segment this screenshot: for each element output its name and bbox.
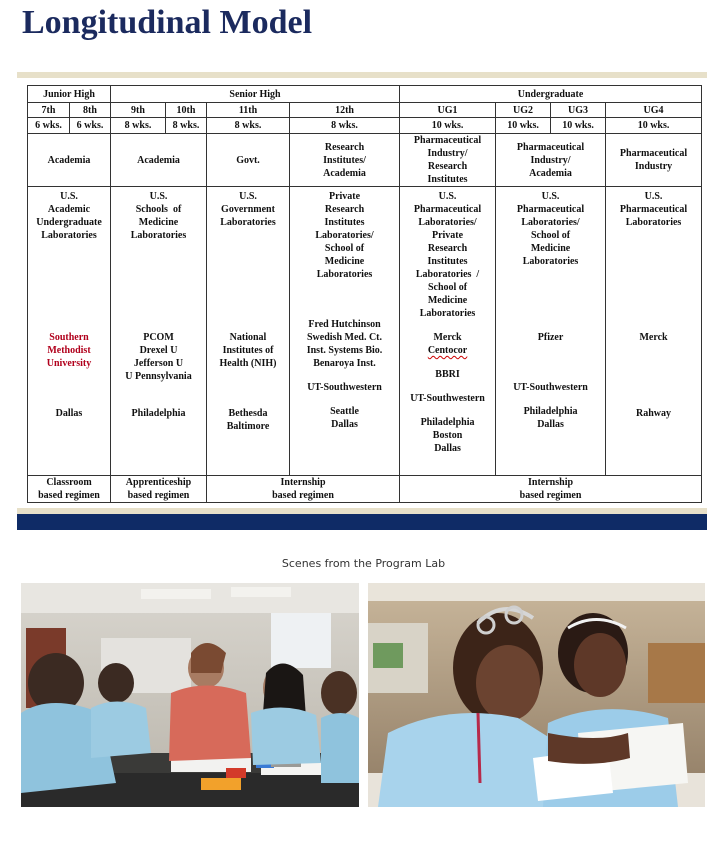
text-line: Dallas: [331, 419, 358, 430]
text-line: Institutes/: [323, 154, 366, 166]
text-line: U.S.: [60, 191, 78, 202]
grade-cell: UG2: [496, 103, 551, 118]
sector-row: [28, 134, 702, 187]
text-line: University: [46, 358, 92, 369]
text-line: U Pennsylvania: [125, 371, 192, 382]
text-line: Rahway: [636, 408, 672, 419]
text-line: Drexel U: [139, 345, 178, 356]
grade-cell: UG1: [400, 103, 496, 118]
details-cell-9-10: [111, 187, 207, 476]
text-block: [113, 407, 204, 420]
duration-cell: 6 wks.: [28, 118, 70, 134]
text-line: based regimen: [127, 490, 190, 501]
text-block: [209, 407, 287, 433]
text-line: Laboratories/: [315, 230, 374, 241]
text-line: Pharmaceutical: [516, 141, 585, 153]
text-line: Pharmaceutical: [619, 204, 688, 215]
text-line: Pharmaceutical: [413, 135, 482, 146]
text-line: Institutes: [324, 217, 365, 228]
text-line: Swedish Med. Ct.: [307, 332, 383, 343]
group-undergraduate: Undergraduate: [400, 86, 702, 103]
grade-cell: 9th: [111, 103, 166, 118]
text-line: Private: [431, 230, 464, 241]
sector-cell: [28, 134, 111, 187]
text-line: Laboratories: [522, 256, 579, 267]
details-cell-12: [290, 187, 400, 476]
text-line: Baltimore: [226, 421, 270, 432]
text-line: Internship: [528, 477, 574, 488]
text-block: [209, 190, 287, 229]
text-block: [402, 134, 493, 186]
text-block: [498, 405, 603, 431]
text-line: Southern: [49, 332, 89, 343]
grade-row: [28, 103, 702, 118]
grade-cell: UG3: [551, 103, 606, 118]
text-line: Institutes: [427, 256, 468, 267]
text-line: UT-Southwestern: [513, 382, 588, 393]
regimen-row: [28, 476, 702, 503]
text-line: Government: [221, 204, 275, 215]
text-line: U.S.: [239, 191, 257, 202]
text-block: [292, 318, 397, 370]
text-line: Internship: [280, 477, 326, 488]
text-line: National: [229, 332, 267, 343]
text-line: Laboratories/: [418, 217, 477, 228]
text-line: Merck Centocor: [427, 332, 468, 356]
text-line: based regimen: [272, 490, 334, 501]
text-line: based regimen: [38, 490, 100, 501]
text-line: Laboratories /: [415, 269, 480, 280]
text-line: UT-Southwestern: [307, 382, 382, 393]
text-line: Philadelphia: [420, 417, 475, 428]
regimen-cell: [207, 476, 400, 503]
text-line: Medicine: [138, 217, 179, 228]
text-block: [209, 331, 287, 370]
group-header-row: [28, 86, 702, 103]
lab-photo-students-image: [368, 583, 705, 807]
group-senior-high: Senior High: [111, 86, 400, 103]
grade-cell: 11th: [207, 103, 290, 118]
duration-cell: 8 wks.: [111, 118, 166, 134]
text-line: Pharmaceutical: [516, 204, 585, 215]
text-line: Health (NIH): [219, 358, 277, 369]
text-line: Medicine: [427, 295, 468, 306]
text-line: U.S.: [438, 191, 457, 202]
text-block: [113, 331, 204, 383]
duration-cell: 10 wks.: [606, 118, 702, 134]
details-cell-junior-high: [28, 187, 111, 476]
longitudinal-model-table: [27, 85, 702, 503]
sector-cell: [111, 134, 207, 187]
sector-cell: [496, 134, 606, 187]
regimen-cell: [111, 476, 207, 503]
duration-cell: 10 wks.: [496, 118, 551, 134]
sector-cell: [606, 134, 702, 187]
duration-cell: 10 wks.: [551, 118, 606, 134]
grade-cell: 7th: [28, 103, 70, 118]
text-block: [292, 405, 397, 431]
text-line: School of: [530, 230, 571, 241]
photos-caption: Scenes from the Program Lab: [281, 557, 446, 570]
text-block: [30, 407, 108, 420]
text-line: Undergraduate: [36, 217, 102, 228]
text-block: [402, 476, 699, 502]
navy-band: [17, 514, 707, 530]
text-line: Jefferson U: [133, 358, 184, 369]
text-line: Medicine: [530, 243, 571, 254]
details-cell-ug2-3: [496, 187, 606, 476]
text-line: Schools of: [135, 204, 182, 215]
text-line: Bethesda: [228, 408, 268, 419]
text-line: Pfizer: [537, 332, 564, 343]
group-junior-high: Junior High: [28, 86, 111, 103]
text-block: [30, 476, 108, 502]
text-block: [608, 190, 699, 229]
text-block: [498, 141, 603, 180]
text-line: UT-Southwestern: [410, 393, 485, 404]
details-cell-ug1: [400, 187, 496, 476]
partner-university: [30, 331, 108, 370]
sector-cell: [400, 134, 496, 187]
text-line: Industry: [634, 161, 673, 172]
duration-cell: 8 wks.: [207, 118, 290, 134]
regimen-cell: [28, 476, 111, 503]
lab-photo-students: [368, 583, 705, 807]
text-line: Dallas: [537, 419, 564, 430]
grade-cell: 8th: [70, 103, 111, 118]
text-line: Fred Hutchinson: [308, 319, 381, 330]
duration-row: [28, 118, 702, 134]
text-block: [113, 190, 204, 242]
grade-cell: UG4: [606, 103, 702, 118]
text-line: Academic: [47, 204, 91, 215]
text-line: Dallas: [434, 443, 461, 454]
text-line: Academia: [323, 167, 366, 179]
text-line: Academia: [137, 154, 180, 166]
text-line: Philadelphia: [131, 408, 186, 419]
text-line: Research: [324, 141, 365, 153]
text-line: Pharmaceutical: [619, 148, 688, 159]
text-block: [498, 190, 603, 268]
text-line: Laboratories: [130, 230, 187, 241]
text-line: Laboratories: [316, 269, 373, 280]
text-line: Industry/: [427, 148, 468, 159]
text-line: School of: [427, 282, 468, 293]
text-block: [292, 141, 397, 180]
text-line: Seattle: [330, 406, 359, 417]
text-block: [30, 190, 108, 242]
text-block: [30, 154, 108, 167]
duration-cell: 8 wks.: [290, 118, 400, 134]
text-line: Laboratories: [625, 217, 682, 228]
text-line: Classroom: [46, 477, 92, 488]
text-line: Academia: [529, 167, 572, 179]
text-line: School of: [324, 243, 365, 254]
text-line: Research: [324, 204, 365, 215]
sector-cell: [207, 134, 290, 187]
text-line: BBRI: [435, 369, 460, 380]
details-row: [28, 187, 702, 476]
text-line: Institutes of: [222, 345, 274, 356]
text-line: Govt.: [236, 154, 260, 166]
text-line: Merck: [639, 332, 668, 343]
text-block: [402, 416, 493, 455]
details-cell-ug4: [606, 187, 702, 476]
text-line: Research: [427, 243, 468, 254]
text-line: Apprenticeship: [125, 477, 192, 488]
lab-photo-group-image: [21, 583, 359, 807]
text-line: Academia: [47, 154, 91, 166]
duration-cell: 8 wks.: [166, 118, 207, 134]
details-cell-11: [207, 187, 290, 476]
text-block: [292, 190, 397, 281]
text-line: U.S.: [149, 191, 168, 202]
text-line: Research: [427, 161, 468, 172]
text-line: U.S.: [541, 191, 560, 202]
page-title: Longitudinal Model: [22, 4, 313, 41]
text-line: Inst. Systems Bio.: [306, 345, 383, 356]
text-line: Private: [328, 191, 361, 202]
duration-cell: 6 wks.: [70, 118, 111, 134]
lab-photo-group: [21, 583, 359, 807]
text-block: [113, 476, 204, 502]
text-block: [402, 190, 493, 320]
duration-cell: 10 wks.: [400, 118, 496, 134]
text-block: [608, 147, 699, 173]
text-block: [608, 407, 699, 420]
text-line: Laboratories: [419, 308, 476, 319]
text-line: Dallas: [55, 408, 83, 419]
text-line: Laboratories: [220, 217, 276, 228]
text-line: Methodist: [47, 345, 91, 356]
text-line: Laboratories/: [521, 217, 580, 228]
text-line: Pharmaceutical: [413, 204, 482, 215]
text-block: [209, 476, 397, 502]
text-line: based regimen: [519, 490, 582, 501]
grade-cell: 12th: [290, 103, 400, 118]
text-line: Laboratories: [41, 230, 97, 241]
text-line: Boston: [432, 430, 463, 441]
text-block: [113, 154, 204, 167]
text-line: PCOM: [143, 332, 174, 343]
text-line: U.S.: [644, 191, 663, 202]
text-line: Institutes: [427, 174, 468, 185]
text-line: Benaroya Inst.: [313, 358, 376, 369]
text-line: Medicine: [324, 256, 365, 267]
model-slide: [17, 78, 707, 508]
grade-cell: 10th: [166, 103, 207, 118]
text-block: [209, 154, 287, 167]
text-line: Philadelphia: [523, 406, 578, 417]
sector-cell: [290, 134, 400, 187]
regimen-cell: [400, 476, 702, 503]
text-line: Industry/: [530, 154, 571, 166]
